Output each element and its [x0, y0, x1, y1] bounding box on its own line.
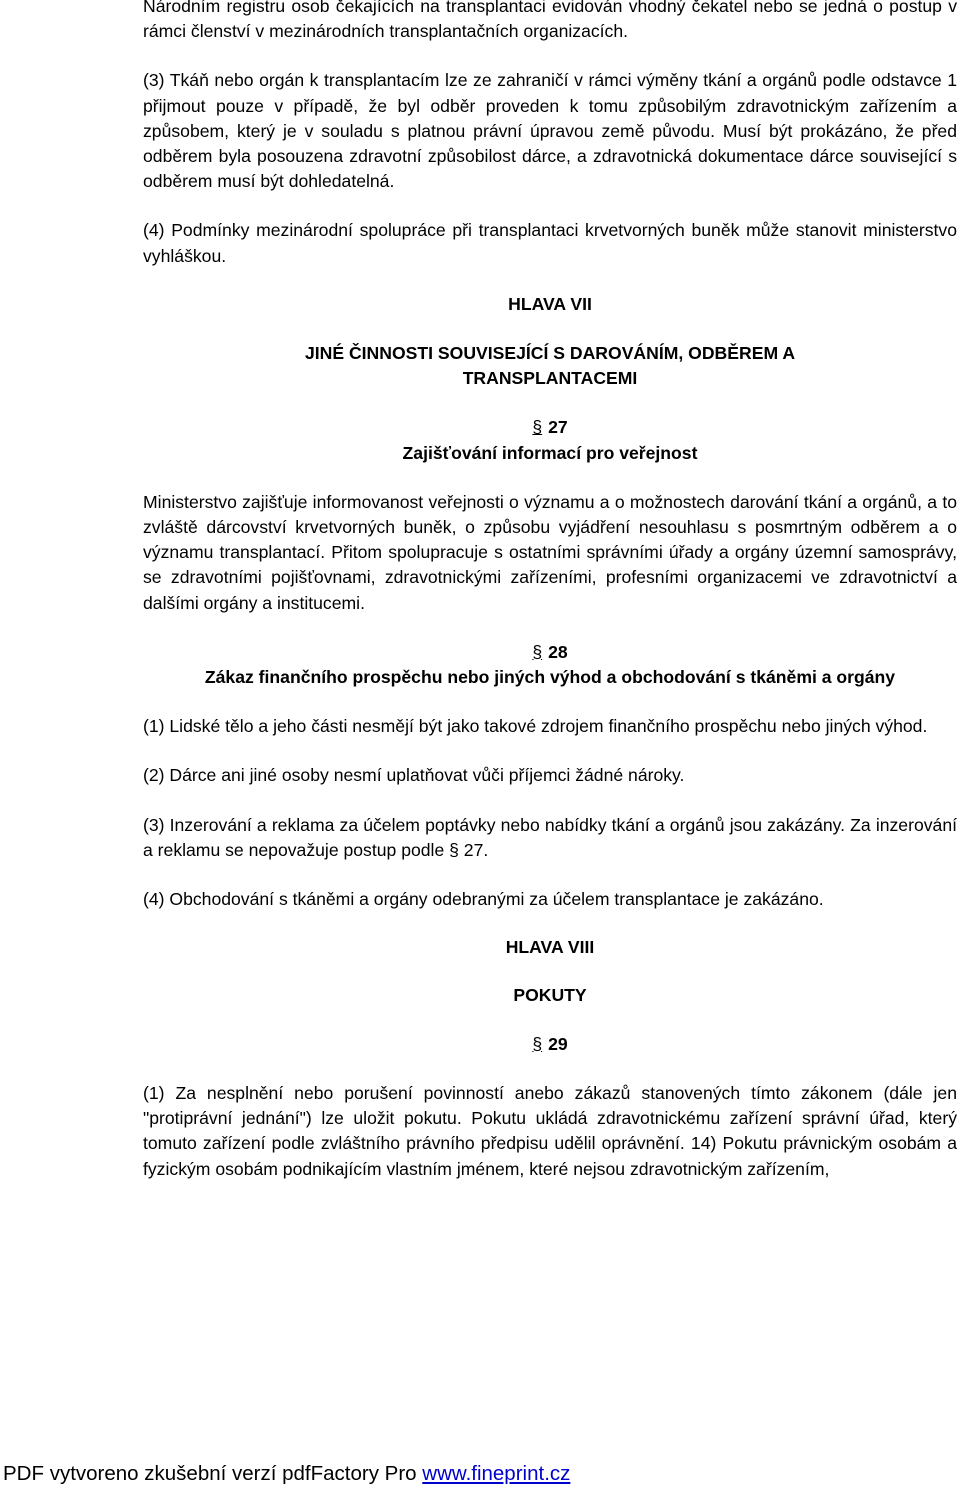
- paragraph-4: (4) Podmínky mezinárodní spolupráce při transplantaci krvetvorných buněk může stanovit ministerstvo vyhláškou.: [143, 220, 957, 266]
- section-28-title: Zákaz finančního prospěchu nebo jiných výhod a obchodování s tkáněmi a orgány: [204, 667, 896, 688]
- section-27-title: Zajišťování informací pro veřejnost: [402, 442, 698, 463]
- section-28-paragraph-1: (1) Lidské tělo a jeho části nesmějí být jako takové zdrojem finančního prospěchu nebo jiných výhod.: [143, 716, 928, 737]
- section-27-number: [143, 415, 957, 440]
- paragraph-top: Národním registru osob čekajících na transplantaci evidován vhodný čekatel nebo se jedná o postup v rámci členství v mezinárodních transplantačních organizacích.: [143, 0, 957, 42]
- section-27-text: Ministerstvo zajišťuje informovanost veřejnosti o významu a o možnostech darování tkání a orgánů, a to zvláště dárcovství krvetvorných buněk, o způsobu vyjádření nesouhlasu s posmrtným odběrem a o významu transplantací. Přitom spolupracuje s ostatními správními úřady a orgány územní samosprávy, se zdravotními pojišťovnami, zdravotnickými zařízeními, profesními organizacemi ve zdravotnictví a dalšími orgány a institucemi.: [143, 491, 957, 613]
- section-symbol: §: [532, 1033, 543, 1054]
- footer-text: PDF vytvoreno zkušební verzí pdfFactory Pro: [3, 1462, 423, 1485]
- section-29-number: [143, 1032, 957, 1057]
- hlava-vii-title: JINÉ ČINNOSTI SOUVISEJÍCÍ S DAROVÁNÍM, ODBĚREM A TRANSPLANTACEMI: [304, 343, 796, 389]
- paragraph-3: (3) Tkáň nebo orgán k transplantacím lze ze zahraničí v rámci výměny tkání a orgánů podle odstavce 1 přijmout pouze v případě, že byl odběr proveden k tomu způsobilým zdravotnickým zařízením a způsobem, který je v souladu s platnou právní úpravou země původu. Musí být prokázáno, že před odběrem byla posouzena zdravotní způsobilost dárce, a zdravotnická dokumentace dárce související s odběrem musí být dohledatelná.: [143, 70, 957, 192]
- section-symbol: §: [532, 417, 543, 438]
- section-27-number-text: 27: [548, 417, 568, 438]
- hlava-viii-label: HLAVA VIII: [505, 937, 595, 958]
- footer-link[interactable]: www.fineprint.cz: [422, 1462, 571, 1485]
- section-29-paragraph-1: (1) Za nesplnění nebo porušení povinností anebo zákazů stanovených tímto zákonem (dále jen "protiprávní jednání") lze uložit pokutu. Pokutu ukládá zdravotnickému zařízení správní úřad, který tomuto zařízení podle zvláštního právního předpisu udělil oprávnění. 14) Pokutu právnickým osobám a fyzickým osobám podnikajícím vlastním jménem, které nejsou zdravotnickým zařízením,: [143, 1082, 957, 1179]
- hlava-vii-label: HLAVA VII: [508, 293, 592, 314]
- section-29-number-text: 29: [548, 1033, 568, 1054]
- section-28-number: [143, 640, 957, 665]
- section-symbol: §: [532, 641, 543, 662]
- section-28-paragraph-4: (4) Obchodování s tkáněmi a orgány odebranými za účelem transplantace je zakázáno.: [143, 889, 824, 910]
- section-28-paragraph-3: (3) Inzerování a reklama za účelem poptávky nebo nabídky tkání a orgánů jsou zakázány. Za inzerování a reklamu se nepovažuje postup podle § 27.: [143, 814, 957, 860]
- pdf-footer: [3, 1460, 570, 1488]
- document-page: [143, 0, 957, 1182]
- section-28-number-text: 28: [548, 641, 568, 662]
- hlava-viii-title: POKUTY: [513, 985, 587, 1006]
- section-28-paragraph-2: (2) Dárce ani jiné osoby nesmí uplatňovat vůči příjemci žádné nároky.: [143, 765, 685, 786]
